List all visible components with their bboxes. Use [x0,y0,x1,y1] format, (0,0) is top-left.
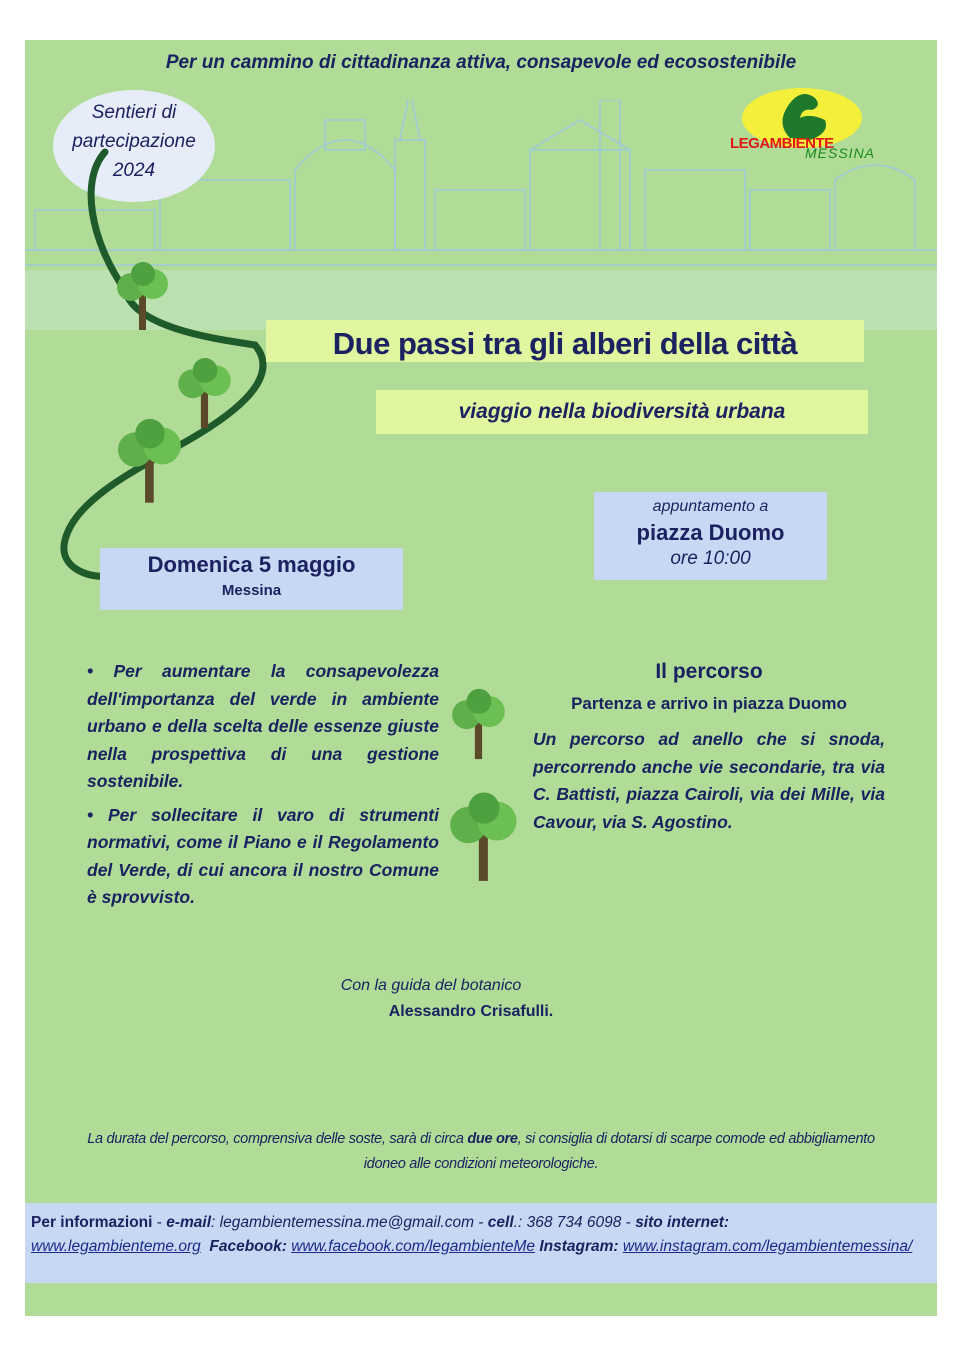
guide-name: Alessandro Crisafulli. [388,1003,554,1020]
bubble-line-1: Sentieri di [91,102,177,123]
site-label: sito internet: [635,1214,730,1231]
tree-icon [448,688,510,762]
logo-text: LEGAMBIENTE [730,135,834,152]
appointment-box [594,492,827,580]
email-label: e-mail [166,1214,212,1231]
instagram-label: Instagram: [539,1238,619,1255]
appointment-label: appuntamento a [652,498,769,515]
info-sep: - [474,1214,488,1231]
tree-icon [113,418,187,506]
goal-item: • Per aumentare la consapevolezza dell'importanza del verde in ambiente urbano e della scelta delle essenze giuste nella prospettiva di una gestione sostenibile. [87,661,439,791]
route-title: Il percorso [655,660,763,683]
info-sep: - [621,1214,636,1231]
event-title: Due passi tra gli alberi della città [332,326,798,361]
note-text: La durata del percorso, comprensiva delle soste, sarà di circa [87,1131,468,1147]
title-box [266,320,864,362]
facebook-label: Facebook: [209,1238,287,1255]
note-text-rest: , si consiglia di dotarsi di scarpe comode ed abbigliamento idoneo alle condizioni meteorologiche. [363,1131,875,1172]
route-subtitle: Partenza e arrivo in piazza Duomo [571,694,847,713]
poster [25,40,937,1316]
date-box [100,548,403,610]
info-label: Per informazioni [31,1214,153,1231]
series-bubble [53,90,215,202]
logo-city: MESSINA [805,145,876,161]
site-link[interactable]: www.legambienteme.org [31,1238,201,1255]
duration-note [85,1127,877,1177]
event-subtitle: viaggio nella biodiversità urbana [458,400,786,423]
bubble-line-3: 2024 [112,160,156,181]
info-sep: - [152,1214,167,1231]
guide-label: Con la guida del botanico [340,977,522,994]
subtitle-box [376,390,868,434]
guide-section [25,977,937,1021]
tree-icon [113,262,173,332]
cell-label: cell [487,1214,514,1231]
event-date: Domenica 5 maggio [147,552,356,577]
goals-list [87,658,439,918]
facebook-link[interactable]: www.facebook.com/legambienteMe [291,1238,536,1255]
note-duration: due ore [467,1131,518,1147]
instagram-link[interactable]: www.instagram.com/legambientemessina/ [622,1238,913,1255]
appointment-time: ore 10:00 [670,548,751,569]
route-description: Un percorso ad anello che si snoda, percorrendo anche vie secondarie, tra via C. Battisti, piazza Cairoli, via dei Mille, via Cavour, via S. Agostino. [533,729,885,832]
email-value[interactable]: : legambientemessina.me@gmail.com [211,1214,475,1231]
goal-item: • Per sollecitare il varo di strumenti normativi, come il Piano e il Regolamento del Verde, di cui ancora il nostro Comune è sprovvisto. [87,804,439,907]
tree-icon [445,792,523,884]
legambiente-logo [730,78,880,168]
event-city: Messina [221,582,282,599]
bubble-line-2: partecipazione [72,131,196,152]
route-section [533,660,885,836]
tagline: Per un cammino di cittadinanza attiva, consapevole ed ecosostenibile [165,52,797,73]
appointment-place: piazza Duomo [636,520,785,545]
contact-info [25,1203,937,1283]
cell-value: .: 368 734 6098 [513,1214,622,1231]
